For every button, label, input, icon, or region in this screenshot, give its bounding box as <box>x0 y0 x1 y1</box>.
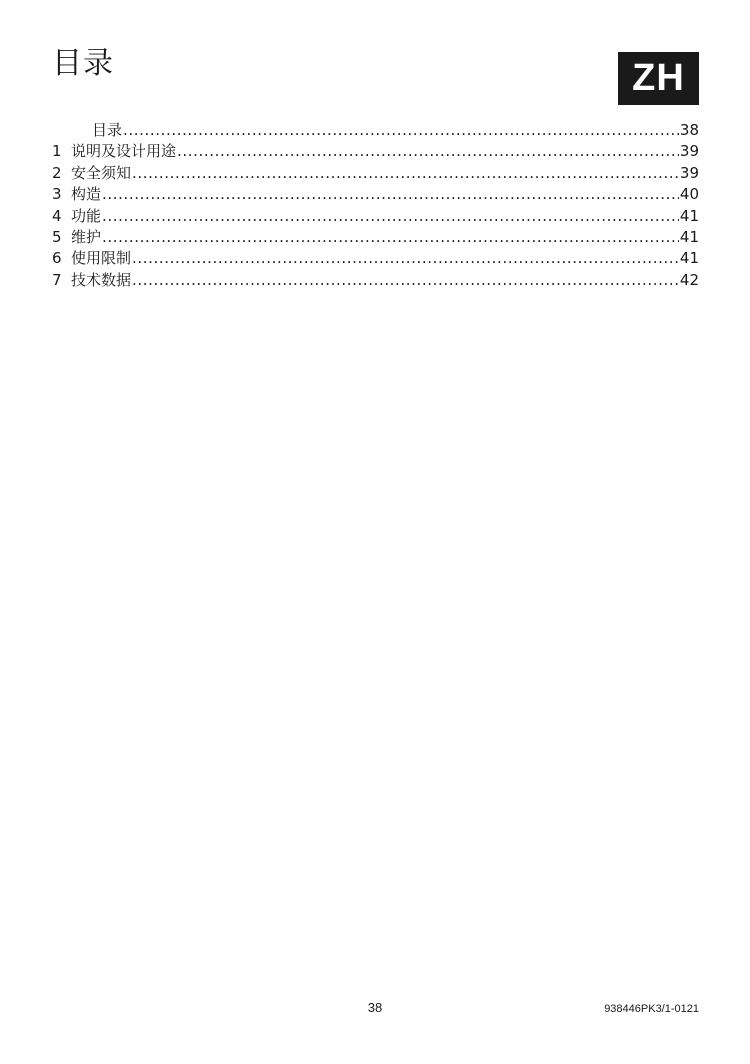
toc-label: 构造 <box>71 185 102 204</box>
toc-page-number: 41 <box>679 206 699 225</box>
toc-label: 功能 <box>71 206 102 225</box>
toc-page-number: 39 <box>679 142 699 161</box>
toc-label: 使用限制 <box>71 249 132 268</box>
toc-entry-contents[interactable] <box>52 120 699 141</box>
toc-page-number: 38 <box>679 121 699 139</box>
toc-page-number: 39 <box>679 163 699 182</box>
toc-page-number: 40 <box>679 185 699 204</box>
toc-number: 6 <box>52 249 62 268</box>
toc-dot-leader <box>102 227 679 248</box>
toc-number: 5 <box>52 227 62 246</box>
table-of-contents <box>52 120 699 291</box>
toc-number: 4 <box>52 206 62 225</box>
toc-entry-1[interactable] <box>52 141 699 162</box>
toc-number: 1 <box>52 142 62 161</box>
toc-label: 说明及设计用途 <box>71 142 177 161</box>
language-badge: ZH <box>618 52 699 105</box>
toc-label: 安全须知 <box>71 163 132 182</box>
toc-entry-4[interactable] <box>52 206 699 227</box>
toc-entry-7[interactable] <box>52 270 699 291</box>
toc-entry-5[interactable] <box>52 227 699 248</box>
toc-number: 7 <box>52 270 62 289</box>
toc-page-number: 41 <box>679 227 699 246</box>
toc-label: 技术数据 <box>71 270 132 289</box>
toc-dot-leader <box>102 184 679 205</box>
page-title: 目录 <box>52 46 114 81</box>
footer-document-code: 938446PK3/1-0121 <box>604 1003 699 1015</box>
toc-dot-leader <box>102 206 679 227</box>
toc-page-number: 41 <box>679 249 699 268</box>
toc-entry-6[interactable] <box>52 248 699 269</box>
toc-dot-leader <box>177 141 679 162</box>
toc-dot-leader <box>132 163 679 184</box>
toc-dot-leader <box>132 248 679 269</box>
toc-entry-2[interactable] <box>52 163 699 184</box>
toc-dot-leader <box>132 270 679 291</box>
toc-number: 3 <box>52 185 62 204</box>
toc-label: 维护 <box>71 227 102 246</box>
toc-entry-3[interactable] <box>52 184 699 205</box>
footer-page-number: 38 <box>367 1000 383 1015</box>
toc-page-number: 42 <box>679 270 699 289</box>
toc-label: 目录 <box>92 121 123 139</box>
toc-dot-leader <box>123 120 679 141</box>
toc-number: 2 <box>52 163 62 182</box>
